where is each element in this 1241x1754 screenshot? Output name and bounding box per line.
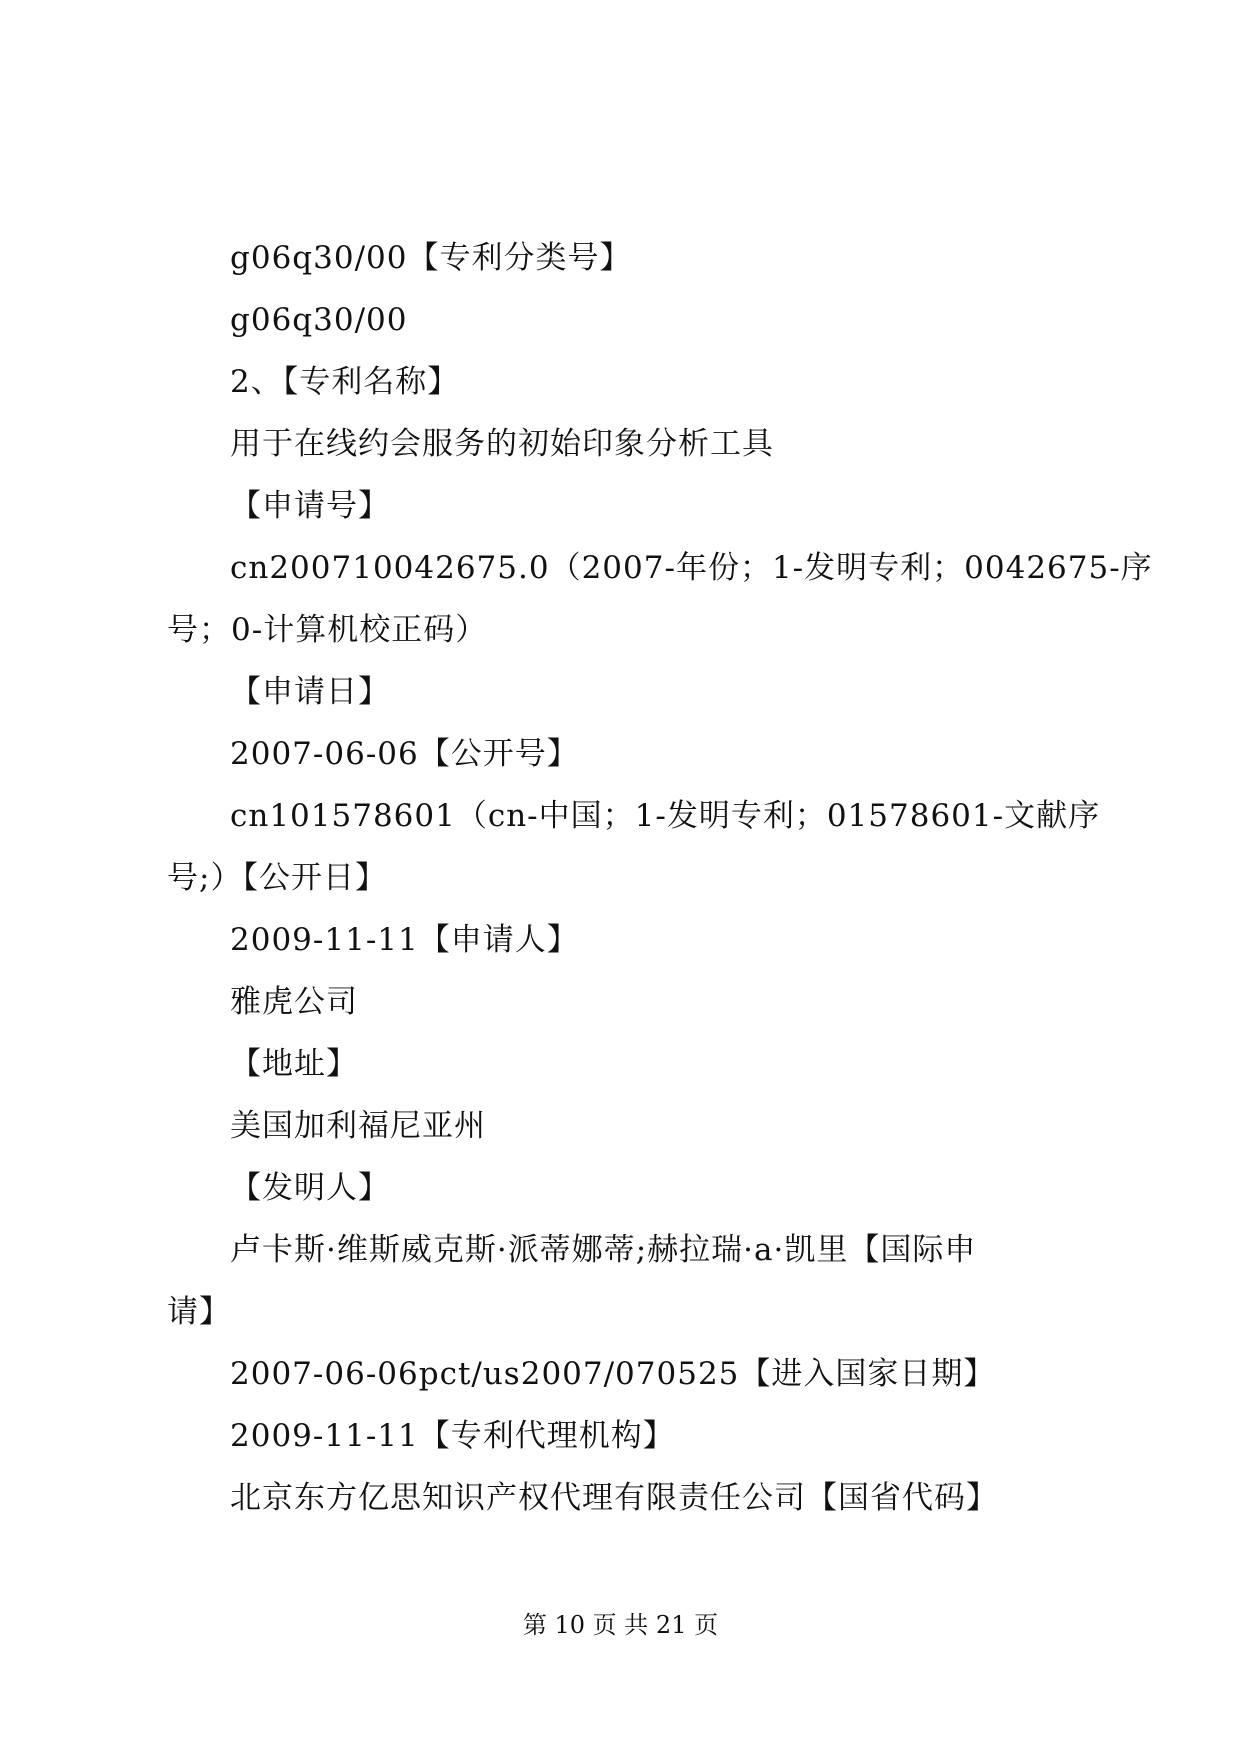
text-line: 请】 (167, 1294, 231, 1330)
text-line: 2009-11-11【专利代理机构】 (230, 1418, 675, 1454)
page-number-footer: 第 10 页 共 21 页 (522, 1611, 719, 1639)
text-line: 2009-11-11【申请人】 (230, 922, 579, 958)
text-line: cn200710042675.0（2007-年份；1-发明专利；0042675-序 (230, 550, 1153, 586)
text-line: 【申请日】 (230, 674, 390, 710)
text-line: 2007-06-06【公开号】 (230, 736, 579, 772)
text-line: 美国加利福尼亚州 (230, 1108, 486, 1144)
text-line: 北京东方亿思知识产权代理有限责任公司【国省代码】 (230, 1480, 998, 1516)
text-line: cn101578601（cn-中国；1-发明专利；01578601-文献序 (230, 798, 1101, 834)
text-line: 雅虎公司 (230, 984, 358, 1020)
text-line: 号;）【公开日】 (167, 860, 387, 896)
text-line: 【发明人】 (230, 1170, 390, 1206)
text-line: 号；0-计算机校正码） (167, 612, 488, 648)
text-line: 【地址】 (230, 1046, 358, 1082)
text-line: g06q30/00【专利分类号】 (230, 240, 632, 276)
text-line: 2007-06-06pct/us2007/070525【进入国家日期】 (230, 1356, 996, 1392)
text-line: 用于在线约会服务的初始印象分析工具 (230, 426, 774, 462)
text-line: g06q30/00 (230, 302, 408, 338)
text-line: 【申请号】 (230, 488, 390, 524)
text-line: 2、【专利名称】 (230, 364, 460, 400)
text-line: 卢卡斯·维斯威克斯·派蒂娜蒂;赫拉瑞·a·凯里【国际申 (230, 1232, 977, 1268)
